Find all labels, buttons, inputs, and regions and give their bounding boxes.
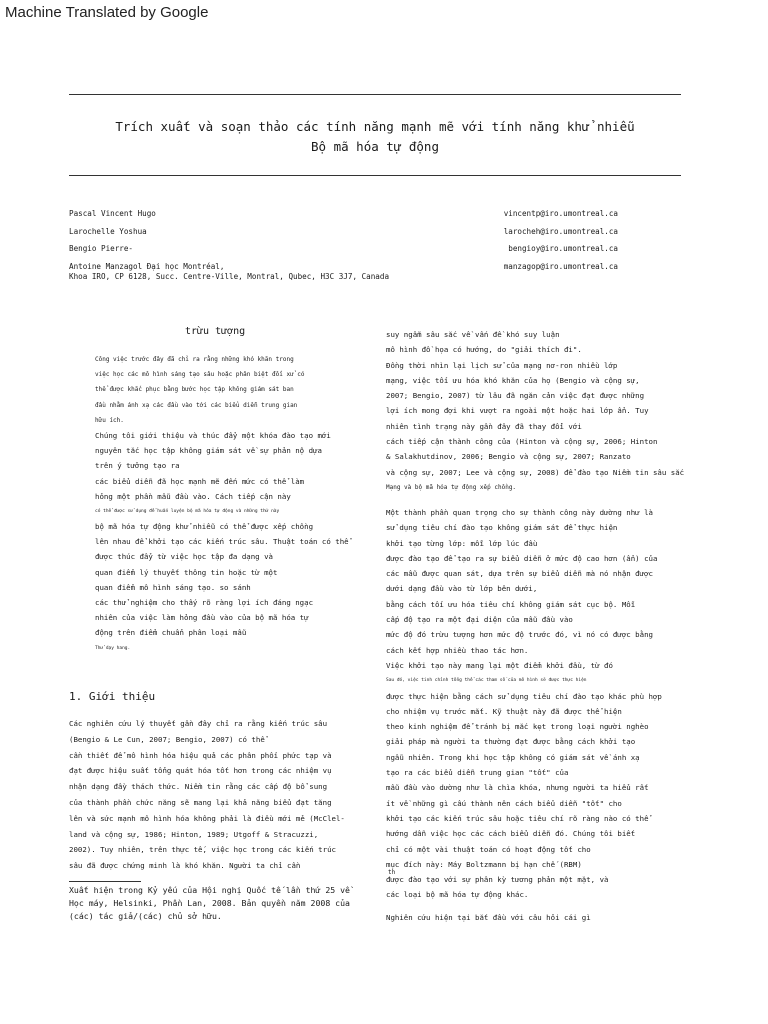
text-line: mẫu đầu vào dường như là chìa khóa, nhưng người ta hiểu rất (386, 783, 649, 793)
text-line: nhiên của việc làm hỏng đầu vào của bộ mã hóa tự (95, 613, 309, 623)
right-column-paragraph-2 (386, 505, 686, 903)
text-line: mạng, việc tối ưu hóa khó khăn của họ (Bengio và cộng sự, (386, 375, 640, 385)
footnote-line: (các) tác giả/(các) chủ sở hữu. (69, 911, 222, 921)
text-line: bộ mã hóa tự động khử nhiễu có thể được xếp chồng (95, 522, 314, 532)
footnote-rule (69, 881, 141, 882)
abstract-heading: trừu tượng (185, 326, 246, 337)
text-line: cấp độ tạo ra một đại diện của mẫu đầu vào (386, 615, 573, 625)
author: Larochelle Yoshua (69, 226, 147, 236)
right-column-paragraph-3: Nghiên cứu hiện tại bắt đầu với câu hỏi cái gì (386, 913, 591, 922)
text-line: 2007; Bengio, 2007) từ lâu đã ngăn cản việc đạt được những (386, 391, 645, 401)
text-line: trên ý tưởng tạo ra (95, 461, 180, 471)
footnote-line: Xuất hiện trong Kỷ yếu của Hội nghị Quốc tế lần thứ 25 về (69, 885, 350, 895)
text-line: cách kết hợp nhiều thao tác hơn. (386, 645, 529, 655)
text-line: được đào tạo để tạo ra sự biểu diễn ở mức độ cao hơn (ẩn) của (386, 553, 658, 563)
text-line: mô hình đồ họa có hướng, do "giải thích đi". (386, 345, 582, 355)
abstract-body (95, 352, 365, 656)
text-line: 2002). Tuy nhiên, trên thực tế, việc học trong các kiến trúc (69, 845, 336, 855)
text-line: hữu ích. (95, 416, 124, 424)
right-column-paragraph-1 (386, 327, 686, 495)
text-line: đạt được hiệu suất tổng quát hóa tốt hơn trong các nhiệm vụ (69, 766, 332, 776)
author-email: larocheh@iro.umontreal.ca (503, 226, 618, 236)
text-line: các loại bộ mã hóa tự động khác. (386, 890, 529, 900)
text-line: tạo ra các biểu diễn trung gian "tốt" của (386, 768, 569, 778)
text-line: sâu đã được chứng minh là khó khăn. Người ta chỉ cần (69, 861, 301, 871)
text-line: theo kinh nghiệm để tránh bị mắc kẹt trong loại người nghèo (386, 722, 649, 732)
text-line: ngẫu nhiên. Trong khi học tập không có giám sát về ánh xạ (386, 752, 640, 762)
machine-translated-banner: Machine Translated by Google (5, 4, 209, 21)
intro-heading: 1. Giới thiệu (69, 690, 156, 703)
text-line: Mạng và bộ mã hóa tự động xếp chồng. (386, 483, 517, 491)
author: Bengio Pierre- (69, 244, 134, 253)
text-line: hướng dẫn việc học các cách biểu diễn đó. Chúng tôi biết (386, 829, 636, 839)
text-line: ít về những gì cấu thành nên cách biểu diễn "tốt" cho (386, 798, 622, 808)
text-line: đầu nhằm ánh xạ các đầu vào tới các biểu diễn trung gian (95, 401, 298, 409)
text-line: Một thành phần quan trọng cho sự thành công này dường như là (386, 508, 653, 517)
page-mark: th (388, 869, 396, 876)
text-line: cần thiết để mô hình hóa hiệu quả các phân phối phức tạp và (69, 750, 332, 760)
text-line: thể được khắc phục bằng bước học tập không giám sát ban (95, 386, 294, 394)
text-line: Các nghiên cứu lý thuyết gần đây chỉ ra rằng kiến trúc sâu (69, 719, 328, 728)
author-email: vincentp@iro.umontreal.ca (503, 209, 618, 218)
text-line: các biểu diễn đã học mạnh mẽ đến mức có thể làm (95, 476, 305, 486)
text-line: quan điểm lý thuyết thông tin hoặc từ một (95, 567, 278, 577)
text-line: mức độ đó trừu tượng hơn mức độ trước đó, vì nó có được bằng (386, 630, 653, 640)
text-line: Thử dạy hang. (95, 645, 131, 651)
text-line: các thử nghiệm cho thấy rõ ràng lợi ích đáng ngạc (95, 598, 314, 607)
text-line: quan điểm mô hình sáng tạo. so sánh (95, 582, 251, 592)
text-line: Đồng thời nhìn lại lịch sử của mạng nơ-ron nhiều lớp (386, 360, 618, 370)
text-line: của thành phần chức năng sẽ mang lại khả năng biểu đạt tăng (69, 797, 332, 807)
text-line: chỉ có một vài thuật toán có hoạt động tốt cho (386, 844, 591, 854)
footnote-line: Học máy, Helsinki, Phần Lan, 2008. Bản quyền năm 2008 của (69, 898, 350, 908)
text-line: & Salakhutdinov, 2006; Bengio và cộng sự, 2007; Ranzato (386, 452, 631, 462)
text-line: mục đích này: Máy Boltzmann bị hạn chế (RBM) (386, 859, 582, 869)
text-line: cách tiếp cận thành công của (Hinton và cộng sự, 2006; Hinton (386, 437, 658, 447)
top-rule (69, 94, 681, 95)
author: Antoine Manzagol Đại học Montréal, (69, 261, 225, 271)
text-line: các mẫu được quan sát, dựa trên sự biểu diễn mà nó nhận được (386, 569, 653, 579)
email-list (504, 205, 618, 275)
text-line: nhiên tình trạng này gần đây đã thay đổi với (386, 421, 582, 431)
author-email: bengioy@iro.umontreal.ca (508, 244, 618, 253)
text-line: (Bengio & Le Cun, 2007; Bengio, 2007) có thể (69, 734, 265, 744)
text-line: được đào tạo với sự phân kỳ tương phản một mặt, và (386, 875, 609, 885)
text-line: suy ngẫm sâu sắc về vấn đề khó suy luận (386, 330, 560, 339)
footnote (69, 884, 350, 923)
title-line-1: Trích xuất và soạn thảo các tính năng mạnh mẽ với tính năng khử nhiễu (115, 119, 635, 134)
text-line: lên nhau để khởi tạo các kiến trúc sâu. Thuật toán có thể (95, 537, 349, 547)
text-line: và cộng sự, 2007; Lee và cộng sự, 2008) để đào tạo Niềm tin sâu sắc (386, 467, 685, 477)
text-line: Công việc trước đây đã chỉ ra rằng những khó khăn trong (95, 356, 294, 363)
author-list (69, 205, 224, 275)
text-line: lên và sức mạnh mô hình hóa không phải là điều mới mẻ (McClel- (69, 813, 345, 823)
text-line: hỏng một phần mẫu đầu vào. Cách tiếp cận này (95, 491, 291, 501)
text-line: sử dụng tiêu chí đào tạo không giám sát để thực hiện (386, 523, 618, 533)
title-line-2: Bộ mã hóa tự động (311, 139, 439, 154)
intro-body (69, 716, 369, 874)
title-bottom-rule (69, 175, 681, 176)
paper-title (69, 117, 681, 157)
text-line: lợi ích mong đợi khi vượt ra ngoài một hoặc hai lớp ẩn. Tuy (386, 406, 649, 416)
text-line: nguyên tắc học tập không giám sát về sự phản nộ dựa (95, 446, 322, 456)
text-line: được thúc đẩy từ việc học tập đa dạng và (95, 552, 273, 562)
affiliation-address: Khoa IRO, CP 6128, Succ. Centre-Ville, Montral, Qubec, H3C 3J7, Canada (69, 272, 390, 281)
text-line: Việc khởi tạo này mang lại một điểm khởi đầu, từ đó (386, 660, 613, 670)
text-line: Sau đó, việc tinh chỉnh tổng thể các tham số của mô hình sẽ được thực hiện (386, 678, 587, 684)
text-line: có thể được sử dụng để huấn luyện bộ mã hóa tự động và những thứ này (95, 508, 280, 514)
text-line: dưới dạng đầu vào từ lớp bên dưới, (386, 584, 538, 594)
text-line: land và cộng sự, 1986; Hinton, 1989; Utgoff & Stracuzzi, (69, 829, 319, 839)
text-line: được thực hiện bằng cách sử dụng tiêu chí đào tạo khác phù hợp (386, 691, 662, 701)
text-line: việc học các mô hình sáng tạo sâu hoặc phân biệt đối xử có (95, 371, 305, 379)
text-line: khởi tạo các kiến trúc sâu hoặc tiêu chí rõ ràng nào có thể (386, 813, 649, 823)
text-line: khởi tạo từng lớp: mỗi lớp lúc đầu (386, 538, 538, 548)
author: Pascal Vincent Hugo (69, 209, 156, 218)
text-line: động trên điểm chuẩn phân loại mẫu (95, 628, 247, 638)
text-line: nhận dạng đầy thách thức. Niềm tin rằng các cấp độ bổ sung (69, 782, 328, 792)
text-line: bằng cách tối ưu hóa tiêu chí không giám sát cục bộ. Mỗi (386, 599, 636, 609)
text-line: giải pháp mà người ta thường đạt được bằng cách khởi tạo (386, 737, 636, 747)
text-line: cho nhiệm vụ trước mắt. Kỹ thuật này đã được thể hiện (386, 706, 622, 716)
text-line: Chúng tôi giới thiệu và thúc đẩy một khóa đào tạo mới (95, 430, 331, 440)
author-email: manzagop@iro.umontreal.ca (503, 261, 618, 271)
